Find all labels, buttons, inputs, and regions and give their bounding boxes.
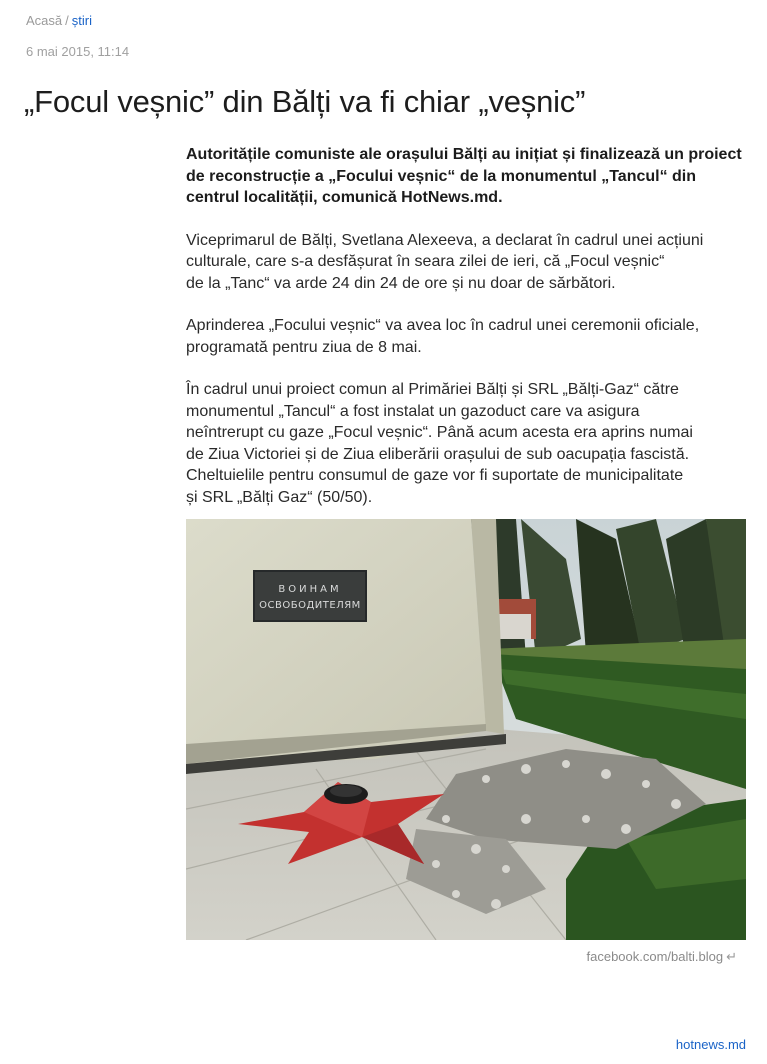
photo-caption	[587, 949, 738, 965]
paragraph-line: Cheltuielile pentru consumul de gaze vor fi suportate de municipalitate	[186, 467, 684, 484]
paragraph-line: monumentul „Tancul“ a fost instalat un gazoduct care va asigura	[186, 402, 640, 420]
article-title: „Focul veșnic” din Bălți va fi chiar „veșnic”	[24, 84, 586, 119]
lead-line: centrul localității, comunică HotNews.md.	[186, 189, 503, 206]
return-arrow-icon: ↵	[726, 949, 737, 964]
article-paragraph-1	[186, 230, 754, 295]
paragraph-line: și SRL „Bălți Gaz“ (50/50).	[186, 488, 373, 506]
article-paragraph-2	[186, 315, 754, 358]
publish-date: 6 mai 2015, 11:14	[26, 44, 130, 59]
article-paragraph-3	[186, 379, 754, 508]
memorial-plaque	[254, 571, 366, 621]
article-lead	[186, 144, 754, 209]
paragraph-line: Aprinderea „Focului veșnic“ va avea loc în cadrul unei ceremonii oficiale,	[186, 317, 700, 334]
breadcrumb-home[interactable]: Acasă	[26, 13, 63, 28]
breadcrumb-section-link[interactable]: știri	[71, 13, 92, 28]
plaque-line-1: ВОИНАМ	[278, 584, 342, 595]
paragraph-line: În cadrul unui proiect comun al Primăriei Bălți și SRL „Bălți-Gaz“ către	[186, 381, 679, 398]
breadcrumb	[26, 13, 92, 28]
paragraph-line: neîntrerupt cu gaze „Focul veșnic“. Până acum acesta era aprins numai	[186, 424, 693, 441]
breadcrumb-separator: /	[65, 13, 69, 28]
lead-line: Autoritățile comuniste ale orașului Bălți au inițiat și finalizează un proiect	[186, 146, 742, 163]
lead-line: de reconstrucție a „Focului veșnic“ de la monumentul „Tancul“ din	[186, 167, 697, 185]
article-body	[186, 144, 754, 529]
paragraph-line: de la „Tanc“ va arde 24 din 24 de ore și nu doar de sărbători.	[186, 274, 616, 292]
article-photo	[186, 519, 746, 940]
source-link[interactable]: hotnews.md	[675, 1037, 746, 1052]
paragraph-line: programată pentru ziua de 8 mai.	[186, 338, 422, 356]
paragraph-line: de Ziua Victoriei și de Ziua eliberării orașului de sub oacupația fascistă.	[186, 445, 690, 463]
caption-source-link[interactable]: facebook.com/balti.blog	[586, 949, 724, 964]
plaque-line-2: ОСВОБОДИТЕЛЯМ	[259, 600, 361, 611]
paragraph-line: culturale, care s-a desfășurat în seara zilei de ieri, că „Focul veșnic“	[186, 253, 665, 270]
paragraph-line: Viceprimarul de Bălți, Svetlana Alexeeva, a declarat în cadrul unei acțiuni	[186, 231, 704, 249]
